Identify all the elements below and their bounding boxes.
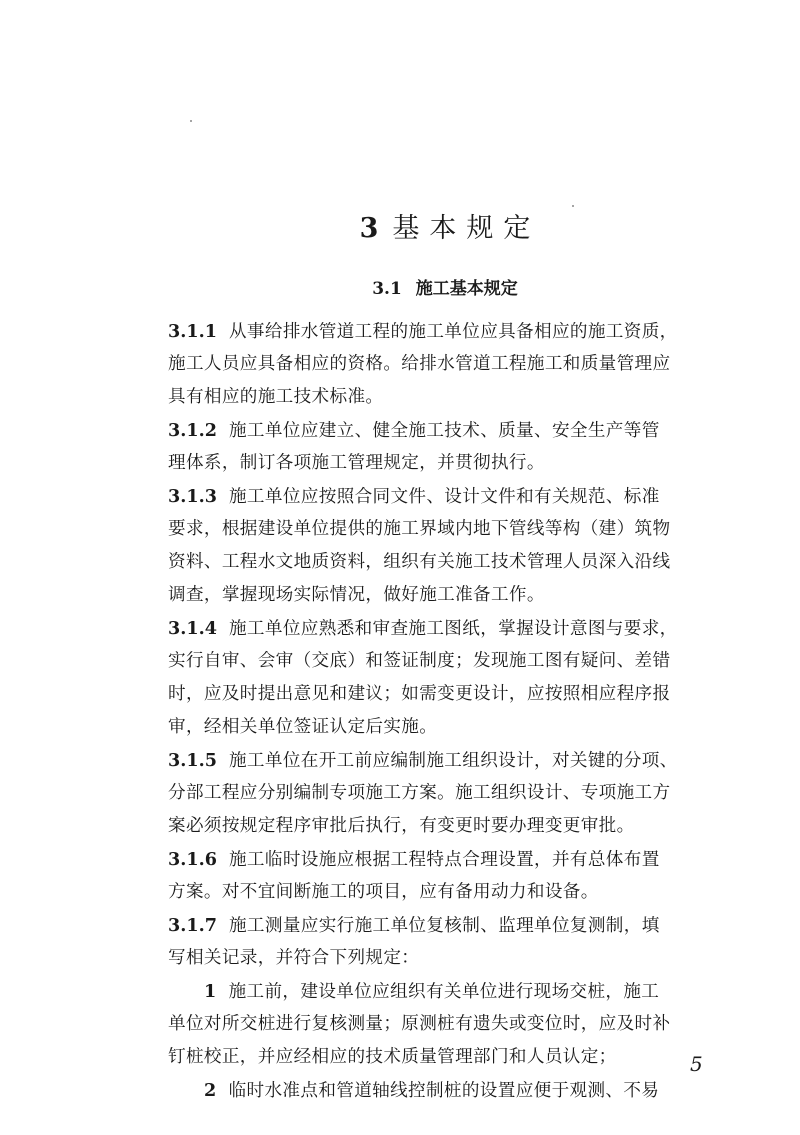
clause-number: 3.1.7 — [168, 915, 217, 936]
clause-line: 实行自审、会审（交底）和签证制度；发现施工图有疑问、差错 — [168, 651, 671, 671]
clause-line: 具有相应的施工技术标准。 — [168, 387, 384, 407]
clause-line — [168, 843, 738, 876]
clause-number: 3.1.1 — [168, 321, 217, 342]
clause-line: 审，经相关单位签证认定后实施。 — [168, 717, 438, 737]
item-text: 临时水准点和管道轴线控制桩的设置应便于观测、不易 — [228, 1081, 660, 1101]
clause-line — [168, 744, 738, 777]
clause — [168, 414, 738, 480]
clause — [168, 744, 738, 843]
clause-text: 施工临时设施应根据工程特点合理设置，并有总体布置 — [228, 850, 660, 870]
section-heading — [0, 274, 800, 299]
clause-line: 案必须按规定程序审批后执行，有变更时要办理变更审批。 — [168, 816, 635, 836]
clause-line: 写相关记录，并符合下列规定： — [168, 948, 420, 968]
clause — [168, 612, 738, 744]
chapter-number: 3 — [359, 213, 379, 244]
chapter-heading — [0, 206, 800, 245]
clause — [168, 315, 738, 414]
item-line — [168, 1074, 738, 1107]
clause-line: 施工人员应具备相应的资格。给排水管道工程施工和质量管理应 — [168, 354, 671, 374]
clause-line — [168, 414, 738, 447]
item-text: 施工前，建设单位应组织有关单位进行现场交桩，施工 — [228, 982, 660, 1002]
clause-text: 施工单位应按照合同文件、设计文件和有关规范、标准 — [228, 487, 660, 507]
clause-number: 3.1.4 — [168, 618, 217, 639]
item-number: 2 — [204, 1080, 217, 1101]
list-item — [168, 975, 738, 1074]
clause — [168, 480, 738, 612]
clause-line: 资料、工程水文地质资料，组织有关施工技术管理人员深入沿线 — [168, 552, 671, 572]
clause-line: 理体系，制订各项施工管理规定，并贯彻执行。 — [168, 453, 545, 473]
clause-text: 施工单位在开工前应编制施工组织设计，对关键的分项、 — [228, 751, 678, 771]
clause-line — [168, 909, 738, 942]
clause-line — [168, 612, 738, 645]
page-number: 5 — [690, 1052, 703, 1076]
clause-line: 分部工程应分别编制专项施工方案。施工组织设计、专项施工方 — [168, 783, 671, 803]
clause-number: 3.1.2 — [168, 420, 217, 441]
section-number: 3.1 — [372, 279, 402, 299]
clause-text: 施工单位应建立、健全施工技术、质量、安全生产等管 — [228, 421, 660, 441]
item-line: 单位对所交桩进行复核测量；原测桩有遗失或变位时，应及时补 — [168, 1014, 671, 1034]
clause — [168, 843, 738, 909]
scan-speck — [190, 120, 192, 122]
item-number: 1 — [204, 981, 217, 1002]
clause — [168, 909, 738, 975]
section-title: 施工基本规定 — [415, 279, 518, 299]
clause-line: 方案。对不宜间断施工的项目，应有备用动力和设备。 — [168, 882, 599, 902]
item-line: 钉桩校正，并应经相应的技术质量管理部门和人员认定； — [168, 1047, 617, 1067]
clause-line: 时，应及时提出意见和建议；如需变更设计，应按照相应程序报 — [168, 684, 671, 704]
clause-number: 3.1.3 — [168, 486, 217, 507]
clause-text: 施工测量应实行施工单位复核制、监理单位复测制，填 — [228, 916, 660, 936]
list-item — [168, 1074, 738, 1107]
body-text — [168, 315, 738, 1107]
clause-line — [168, 315, 738, 348]
clause-text: 施工单位应熟悉和审查施工图纸，掌握设计意图与要求， — [228, 619, 678, 639]
clause-text: 从事给排水管道工程的施工单位应具备相应的施工资质， — [228, 322, 678, 342]
clause-line — [168, 480, 738, 513]
clause-line: 要求，根据建设单位提供的施工界域内地下管线等构（建）筑物 — [168, 519, 671, 539]
chapter-title: 基本规定 — [392, 213, 541, 244]
clause-number: 3.1.6 — [168, 849, 217, 870]
clause-line: 调查，掌握现场实际情况，做好施工准备工作。 — [168, 585, 545, 605]
item-line — [168, 975, 738, 1008]
clause-number: 3.1.5 — [168, 750, 217, 771]
